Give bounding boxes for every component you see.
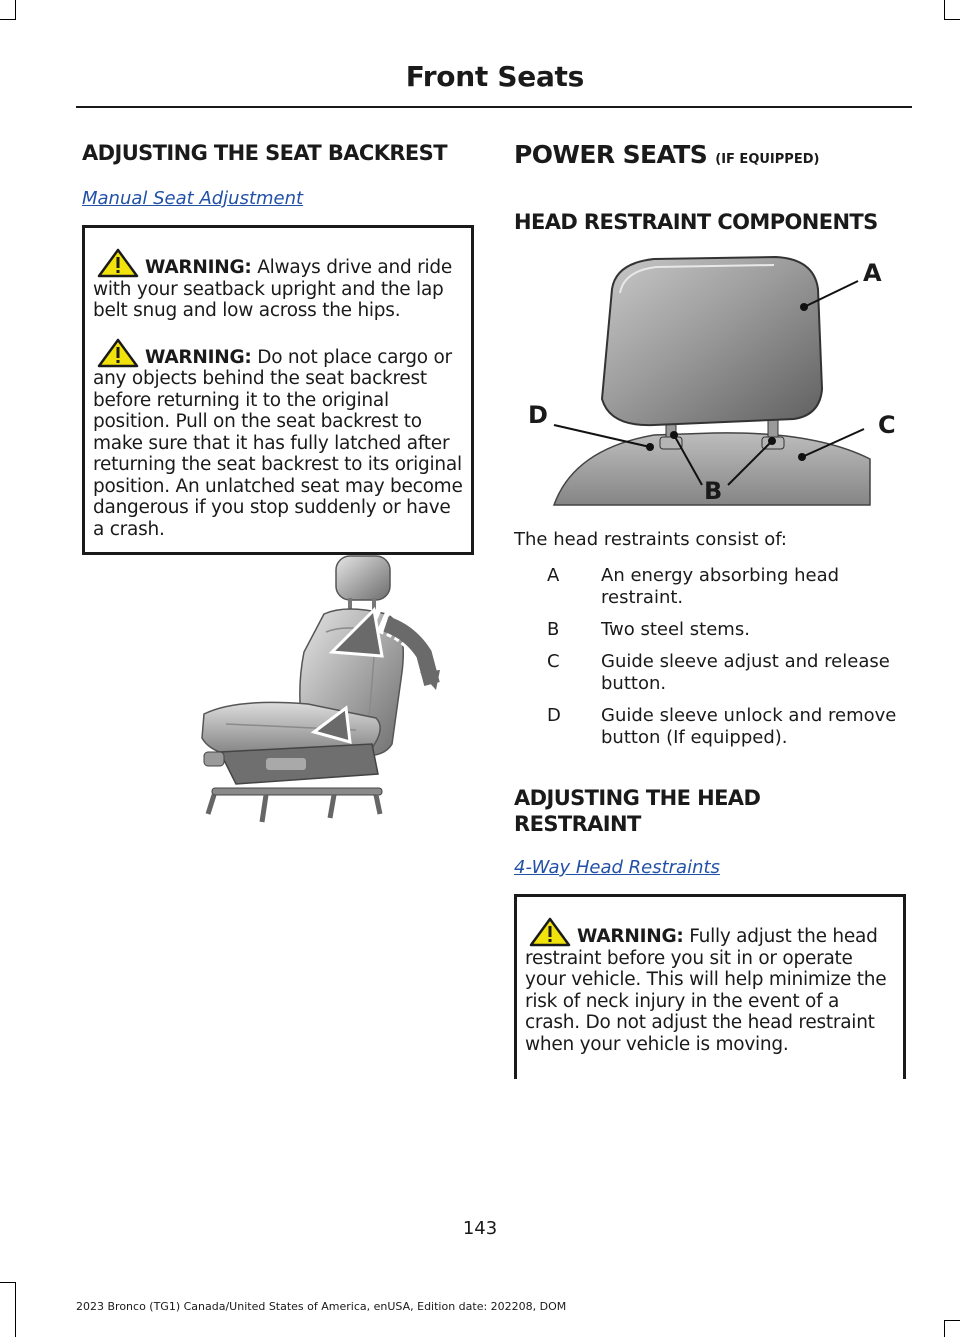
head-restraint-drawing bbox=[514, 249, 906, 509]
section-heading bbox=[514, 140, 906, 175]
legend-key: D bbox=[547, 705, 561, 726]
warning-paragraph bbox=[93, 248, 463, 322]
warning-triangle-icon bbox=[97, 338, 139, 368]
warning-paragraph bbox=[525, 917, 895, 1055]
legend-row bbox=[514, 705, 906, 749]
warning-triangle-icon bbox=[529, 917, 571, 947]
legend-text: An energy absorbing head restraint. bbox=[601, 565, 840, 608]
callout-c: C bbox=[878, 411, 896, 439]
manual-seat-adjustment-link[interactable]: Manual Seat Adjustment bbox=[82, 188, 304, 209]
section-heading-main: POWER SEATS bbox=[514, 140, 708, 169]
warning-text: Fully adjust the head restraint before you sit in or operate your vehicle. This will help minimize the risk of neck injury in the event of a crash. Do not adjust the head restraint when your vehicle is moving. bbox=[525, 926, 887, 1055]
crop-mark bbox=[944, 19, 960, 20]
legend-text: Guide sleeve adjust and release button. bbox=[601, 651, 890, 694]
crop-mark bbox=[0, 19, 16, 20]
crop-mark bbox=[944, 1320, 945, 1337]
callout-b: B bbox=[704, 477, 723, 505]
legend-text: Two steel stems. bbox=[601, 619, 750, 640]
warning-label: WARNING: bbox=[145, 257, 252, 278]
left-column bbox=[82, 140, 474, 555]
crop-mark bbox=[944, 1320, 960, 1321]
seat-backrest-illustration bbox=[196, 552, 444, 828]
header-rule bbox=[76, 106, 912, 108]
head-restraint-illustration bbox=[514, 249, 906, 509]
legend-key: C bbox=[547, 651, 560, 672]
section-heading-suffix: (IF EQUIPPED) bbox=[715, 152, 820, 167]
right-column bbox=[514, 140, 906, 1079]
legend-row bbox=[514, 619, 906, 641]
page-number: 143 bbox=[462, 1218, 498, 1239]
four-way-head-restraints-link[interactable]: 4-Way Head Restraints bbox=[514, 857, 720, 878]
legend-row bbox=[514, 651, 906, 695]
warning-box bbox=[514, 894, 906, 1079]
page-title: Front Seats bbox=[405, 60, 584, 93]
intro-text: The head restraints consist of: bbox=[514, 529, 787, 550]
legend-text: Guide sleeve unlock and remove button (If equipped). bbox=[601, 705, 897, 748]
section-heading: ADJUSTING THE SEAT BACKREST bbox=[82, 141, 447, 165]
warning-paragraph bbox=[93, 338, 463, 541]
callout-d: D bbox=[528, 401, 548, 429]
crop-mark bbox=[15, 1282, 16, 1337]
legend-list bbox=[514, 565, 906, 749]
warning-label: WARNING: bbox=[577, 926, 684, 947]
legend-key: A bbox=[547, 565, 560, 586]
warning-box bbox=[82, 225, 474, 555]
legend-key: B bbox=[547, 619, 560, 640]
legend-row bbox=[514, 565, 906, 609]
section-heading: ADJUSTING THE HEAD RESTRAINT bbox=[514, 786, 761, 836]
warning-text: Always drive and ride with your seatback upright and the lap belt snug and low across the hips. bbox=[93, 257, 452, 321]
footer-text: 2023 Bronco (TG1) Canada/United States of America, enUSA, Edition date: 202208, DOM bbox=[76, 1300, 567, 1313]
warning-triangle-icon bbox=[97, 248, 139, 278]
crop-mark bbox=[0, 1282, 16, 1283]
crop-mark bbox=[944, 0, 945, 20]
callout-a: A bbox=[863, 259, 882, 287]
subsection-heading: HEAD RESTRAINT COMPONENTS bbox=[514, 210, 878, 234]
warning-label: WARNING: bbox=[145, 346, 252, 368]
warning-text: Do not place cargo or any objects behind the seat backrest before returning it to the original position. Pull on the seat backrest to make sure that it has fully latched after returning the seat backrest to its original position. An unlatched seat may become dangerous if you stop suddenly or have a crash. bbox=[93, 346, 463, 540]
crop-mark bbox=[15, 0, 16, 20]
